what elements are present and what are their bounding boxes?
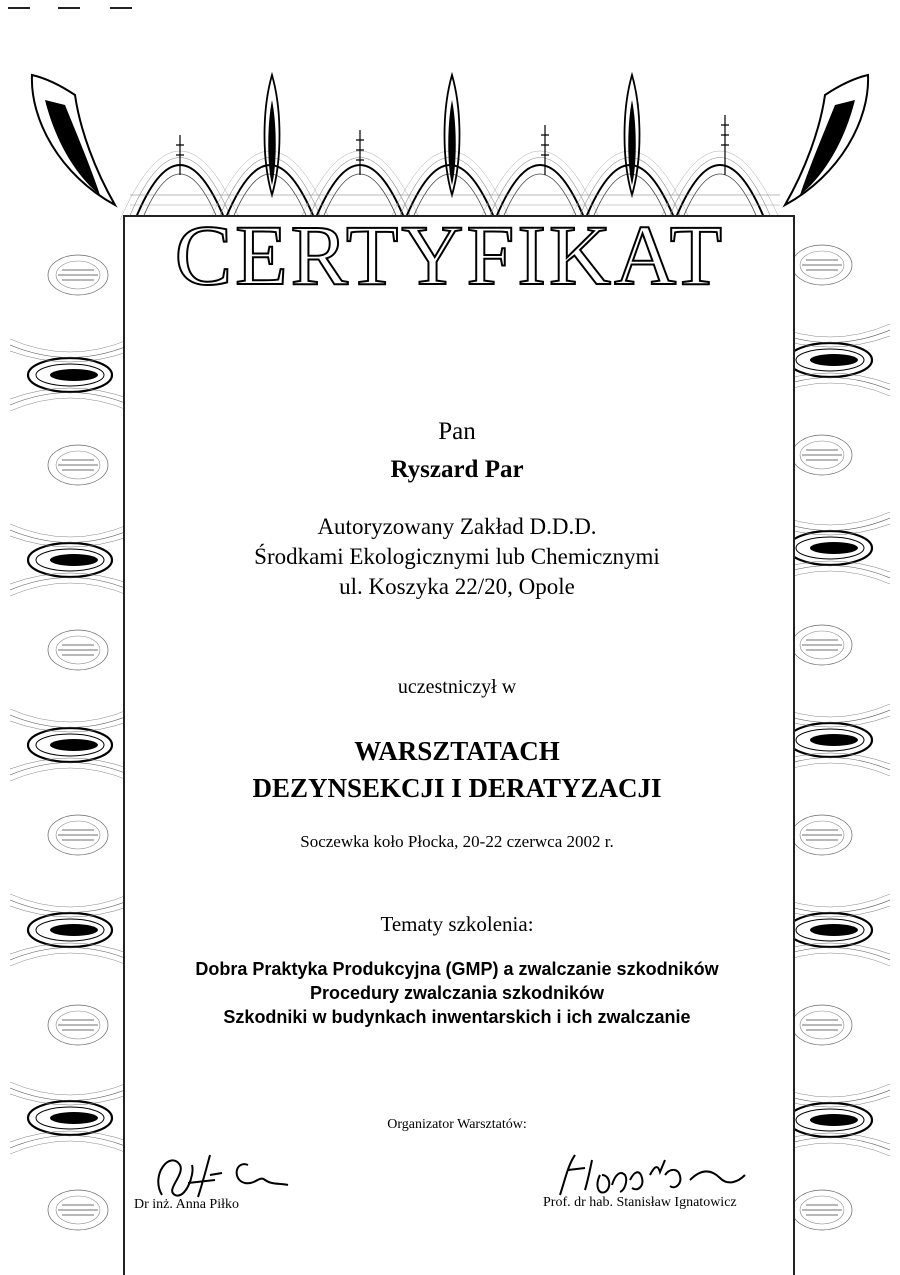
address-line: Autoryzowany Zakład D.D.D. bbox=[317, 514, 597, 539]
recipient-address bbox=[123, 512, 791, 602]
certificate-title: CERTYFIKAT bbox=[174, 207, 726, 303]
topics-heading: Tematy szkolenia: bbox=[380, 912, 534, 936]
address-line: ul. Koszyka 22/20, Opole bbox=[339, 574, 575, 599]
address-line: Środkami Ekologicznymi lub Chemicznymi bbox=[254, 544, 660, 569]
signatory-left: Dr inż. Anna Piłko bbox=[134, 1197, 239, 1212]
organizer-label: Organizator Warsztatów: bbox=[387, 1117, 527, 1132]
recipient-name: Ryszard Par bbox=[390, 456, 524, 483]
place-date: Soczewka koło Płocka, 20-22 czerwca 2002 r. bbox=[300, 832, 614, 851]
scan-marks bbox=[0, 0, 900, 14]
signatory-right: Prof. dr hab. Stanisław Ignatowicz bbox=[543, 1195, 737, 1210]
topics-list bbox=[123, 957, 791, 1029]
salutation: Pan bbox=[438, 418, 476, 445]
event-title-line: WARSZTATACH bbox=[354, 736, 560, 766]
topic-item: Szkodniki w budynkach inwentarskich i ich zwalczanie bbox=[223, 1007, 691, 1027]
participation-text: uczestniczył w bbox=[397, 676, 517, 698]
event-title-line: DEZYNSEKCJI I DERATYZACJI bbox=[252, 773, 662, 803]
event-title bbox=[123, 733, 791, 807]
topic-item: Dobra Praktyka Produkcyjna (GMP) a zwalczanie szkodników bbox=[195, 959, 719, 979]
topic-item: Procedury zwalczania szkodników bbox=[309, 983, 605, 1003]
